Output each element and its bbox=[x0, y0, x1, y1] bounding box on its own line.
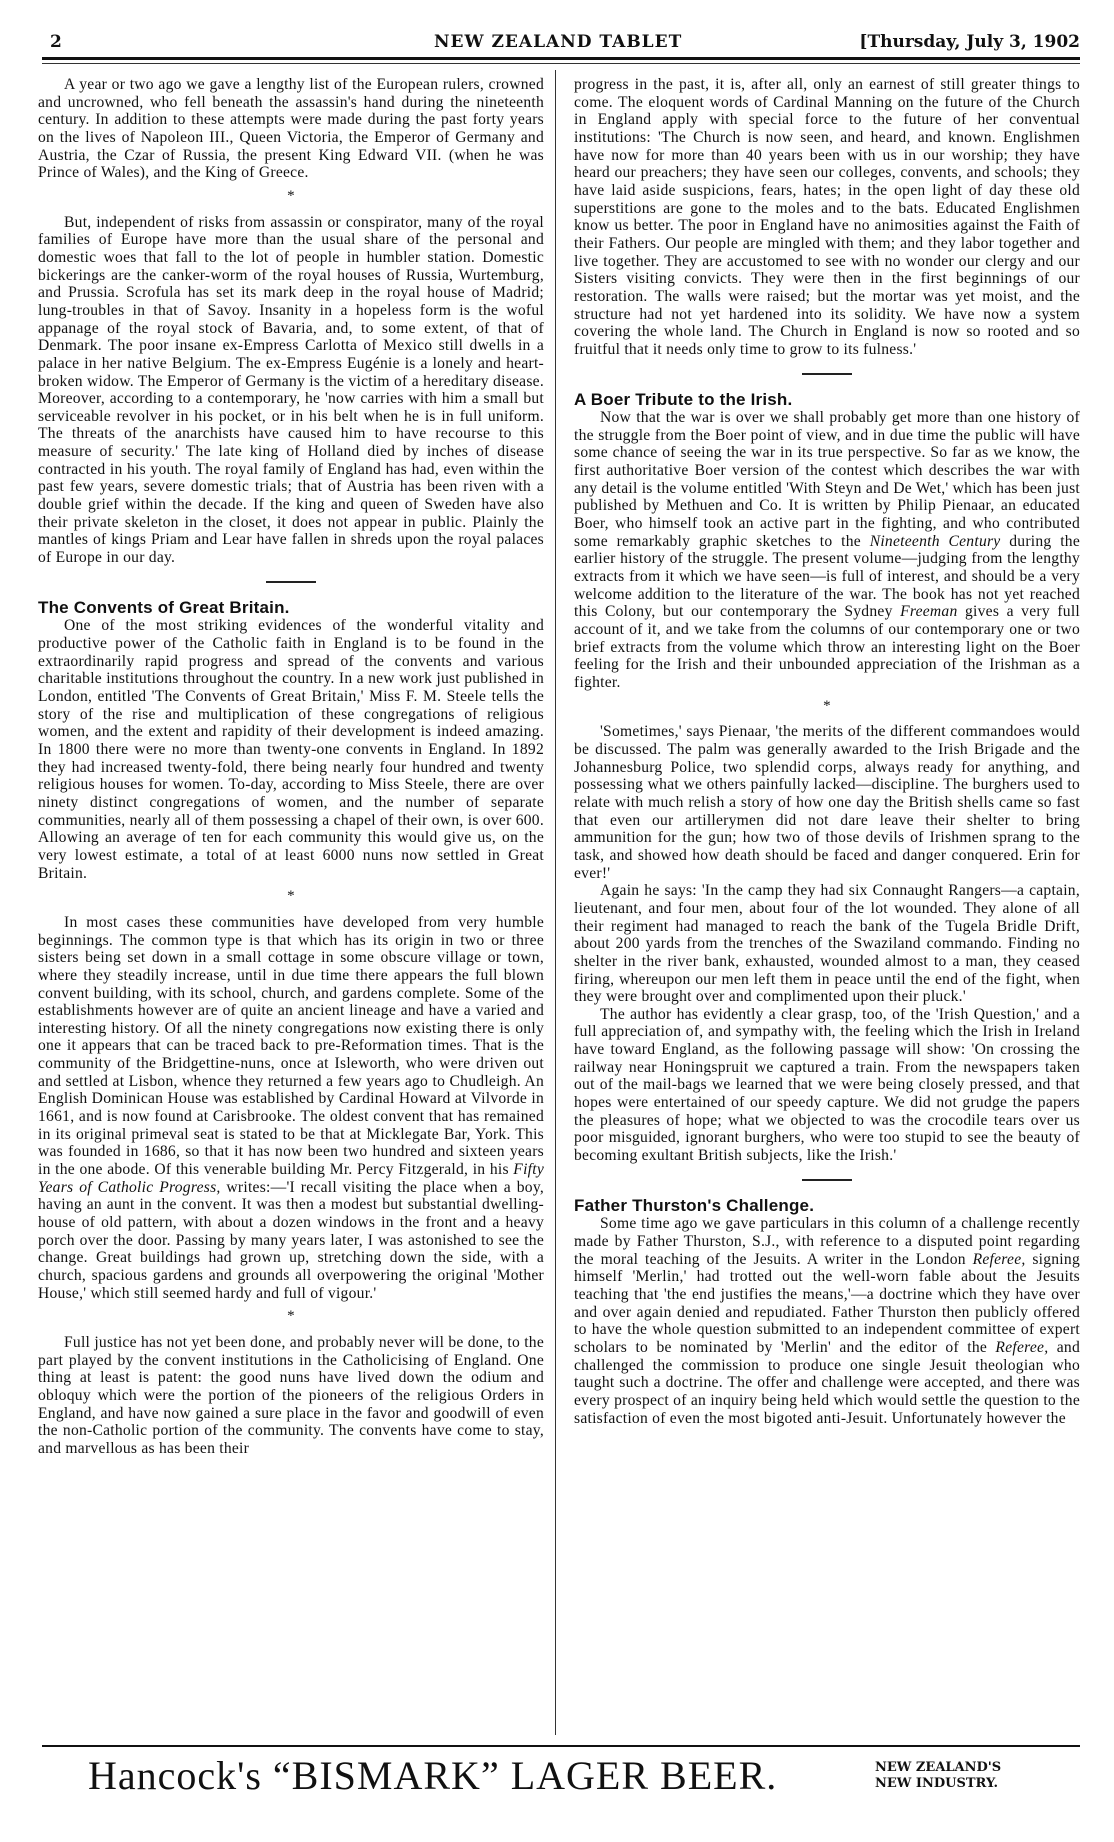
section-asterisk: * bbox=[823, 697, 831, 714]
publication-title: Nineteenth Century bbox=[869, 532, 1001, 550]
publication-title: Referee, bbox=[995, 1338, 1049, 1356]
article-paragraph bbox=[574, 409, 1080, 692]
publication-title: Freeman bbox=[900, 603, 958, 621]
page-number: 2 bbox=[50, 32, 62, 52]
article-paragraph: Full justice has not yet been done, and probably never will be done, to the part played by the convent institutions in the Catholicising of England. One thing at least is patent: the good nuns have lived down the odium and obloquy which were the portion of the pioneers of the religious Orders in England, and have now gained a sure place in the favor and goodwill of even the non-Catholic portion of the community. The convents have come to stay, and marvellous as has been their bbox=[38, 1333, 544, 1457]
footer-rule bbox=[42, 1745, 1080, 1747]
text-run: gives a very full account of it, and we take from the columns of our contemporary one or two brief extracts from the volume which throw an interesting light on the Boer feeling for the Irish and their unbounded appreciation of the Irishman as a fighter. bbox=[574, 603, 1080, 691]
advertisement-tagline bbox=[875, 1760, 1001, 1792]
text-run: Some time ago we gave particulars in this column of a challenge recently made by Father Thurston, S.J., with reference to a disputed point regarding the moral teaching of the Jesuits. A writer in the London bbox=[574, 1215, 1080, 1268]
column-divider bbox=[555, 70, 556, 1735]
book-title: Fifty Years of Catholic Progress, bbox=[38, 1161, 544, 1196]
article-paragraph: 'Sometimes,' says Pienaar, 'the merits of the different commandoes would be discussed. The palm was generally awarded to the Irish Brigade and the Johannesburg Police, two splendid corps, always ready for anything, and possessing what we others painfully lacked—discipline. The burghers used to relate with much relish a story of how one day the British shells came so fast that even our artillerymen did not dare leave their shelter to bring ammunition for the gun; how two of those devils of Irishmen sprang to the task, and showed how death should be faced and danger conquered. Erin for ever!' bbox=[574, 723, 1080, 882]
text-run: during the earlier history of the struggle. The present volume—judging from the lengthy extracts from it which we have seen—is full of interest, and should be a very welcome addition to the literature of the war. The book has not yet reached this Colony, but our contemporary the Sydney bbox=[574, 532, 1080, 621]
section-asterisk: * bbox=[287, 1308, 295, 1325]
article-paragraph: progress in the past, it is, after all, only an earnest of still greater things to come. The eloquent words of Cardinal Manning on the future of the Church in England apply with special force to the future of her conventual institutions: 'The Church is now seen, and heard, and known. Englishmen have now for more than 40 years been with us in our worship; they have heard our preachers; they have seen our colleges, convents, and schools; they have laid aside suspicions, fears, hates; in the open light of day these old superstitions are gone to the moles and to the bats. Educated Englishmen know us better. The poor in England have no animosities against the Faith of their Fathers. Our people are mingled with them; and they labor together and live together. They are accustomed to see with no wonder our clergy and our Sisters visiting convicts. They were then in the first beginnings of our restoration. The walls were raised; but the mortar was yet moist, and the structure had not yet hardened into its solidity. We have now a system covering the whole land. The Church in England is now so rooted and so fruitful that it needs only time to grow to its fulness.' bbox=[574, 76, 1080, 358]
article-paragraph: One of the most striking evidences of the wonderful vitality and productive power of the Catholic faith in England is to be found in the extraordinarily rapid progress and spread of the convents and various charitable institutions throughout the country. In a new work just published in London, entitled 'The Convents of Great Britain,' Miss F. M. Steele tells the story of the rise and multiplication of these congregations of religious women, and the extent and rapidity of their development is indeed amazing. In 1800 there were no more than twenty-one convents in England. In 1892 they had increased twenty-fold, there being nearly four hundred and twenty religious houses for women. To-day, according to Miss Steele, there are over ninety distinct congregations of women, and the number of separate communities, nearly all of them possessing a chapel of their own, is over 600. Allowing an average of ten for each community this would give us, on the very lowest estimate, a total of at least 6000 nuns now settled in Great Britain. bbox=[38, 617, 544, 882]
text-run: writes:—'I recall visiting the place when a boy, having an aunt in the convent. It was then a modest but substantial dwelling-house of old pattern, with about a dozen windows in the front and a heavy porch over the door. Passing by many years later, I was astonished to see the change. Great buildings had grown up, stretching down the side, with a church, spacious gardens and grounds all overpowering the original 'Mother House,' which still seemed hardy and full of vigour.' bbox=[38, 1178, 545, 1302]
header-rule bbox=[42, 57, 1080, 60]
tagline-line: NEW ZEALAND'S bbox=[875, 1760, 1002, 1775]
article-paragraph: Again he says: 'In the camp they had six Connaught Rangers—a captain, lieutenant, and four men, about four of the lot wounded. They alone of all their regiment had managed to reach the bank of the Tugela Bridle Drift, about 200 yards from the trenches of the Swaziland commando. Finding no shelter in the river bank, exhausted, wounded almost to a man, they ceased firing, whereupon our men left them in peace until the end of the fight, when they were brought over and complimented upon their pluck.' bbox=[574, 882, 1080, 1006]
article-separator bbox=[802, 373, 852, 375]
article-heading: The Convents of Great Britain. bbox=[38, 597, 290, 617]
advertisement-banner: Hancock's “BISMARK” LAGER BEER. bbox=[88, 1753, 778, 1798]
section-asterisk: * bbox=[287, 187, 295, 204]
header-rule-thin bbox=[42, 63, 1080, 64]
text-run: In most cases these communities have developed from very humble beginnings. The common type is that which has its origin in two or three sisters being set down in a small cottage in some obscure village or town, where they steadily increase, until in due time there appears the full blown convent building, with its school, church, and gardens complete. Some of the establishments however are of quite an ancient lineage and have a varied and interesting history. Of all the ninety congregations now existing there is only one it appears that can be traced back to pre-Reformation times. That is the community of the Bridgettine-nuns, once at Isleworth, who were driven out and settled at Lisbon, whence they returned a few years ago to Chudleigh. An English Dominican House was established by Cardinal Howard at Vilvorde in 1661, and is now found at Carisbrooke. The oldest convent that has remained in its original primeval seat is stated to be that at Micklegate Bar, York. This was founded in 1686, so that it has now been two hundred and sixteen years in the one abode. Of this venerable building Mr. Percy Fitzgerald, in his bbox=[38, 913, 544, 1179]
issue-date: [Thursday, July 3, 1902 bbox=[859, 32, 1080, 52]
article-paragraph bbox=[38, 914, 544, 1302]
article-paragraph: But, independent of risks from assassin or conspirator, many of the royal families of Europe have more than the usual share of the personal and domestic woes that fall to the lot of people in humbler station. Domestic bickerings are the canker-worm of the royal houses of Russia, Wurtemburg, and Prussia. Scrofula has set its mark deep in the royal house of Madrid; lung-troubles in that of Savoy. Insanity in a hopeless form is the woful appanage of the royal stock of Bavaria, and, to some extent, of that of Denmark. The poor insane ex-Empress Carlotta of Mexico still dwells in a palace in her native Belgium. The ex-Empress Eugénie is a lonely and heart-broken widow. The Emperor of Germany is the victim of a hereditary disease. Moreover, according to a contemporary, he 'now carries with him a small but serviceable revolver in his pocket, or in his belt when he is in full uniform. The threats of the anarchists have caused him to have recourse to this measure of security.' The late king of Holland died by inches of disease contracted in his youth. The royal family of England has had, even within the past few years, severe domestic trials; that of Austria has been riven with a double grief within the decade. If the king and queen of Sweden have also their private skeleton in the closet, it does not appear in public. Plainly the mantles of kings Priam and Lear have fallen in shreds upon the royal palaces of Europe in our day. bbox=[38, 213, 544, 567]
left-column bbox=[38, 76, 544, 1458]
tagline-line: NEW INDUSTRY. bbox=[875, 1776, 999, 1791]
article-separator bbox=[266, 581, 316, 583]
article-heading: Father Thurston's Challenge. bbox=[574, 1195, 815, 1215]
right-column bbox=[574, 76, 1080, 1427]
page-header bbox=[42, 30, 1080, 56]
article-separator bbox=[802, 1179, 852, 1181]
publication-title: Referee, bbox=[972, 1250, 1026, 1268]
article-paragraph bbox=[574, 1215, 1080, 1427]
text-run: signing himself 'Merlin,' had trotted out the well-worn fable about the Jesuits teaching that 'the end justifies the means,'—a doctrine which they have over and over again denied and repudiated. Father Thurston then publicly offered to have the whole question submitted to an independent committee of expert scholars to be nominated by 'Merlin' and the editor of the bbox=[574, 1250, 1080, 1356]
article-paragraph: A year or two ago we gave a lengthy list of the European rulers, crowned and uncrowned, who fell beneath the assassin's hand during the nineteenth century. In addition to these attempts were made during the past forty years on the lives of Napoleon III., Queen Victoria, the Emperor of Germany and Austria, the Czar of Russia, the present King Edward VII. (when he was Prince of Wales), and the King of Greece. bbox=[38, 76, 544, 182]
newspaper-title: NEW ZEALAND TABLET bbox=[434, 32, 683, 52]
section-asterisk: * bbox=[287, 888, 295, 905]
text-run: Now that the war is over we shall probably get more than one history of the struggle from the Boer point of view, and in due time the public will have some chance of seeing the war in its true perspective. So far as we know, the first authoritative Boer version of the contest which describes the war with any detail is the volume entitled 'With Steyn and De Wet,' which has been just published by Methuen and Co. It is written by Philip Pienaar, an educated Boer, who himself took an active part in the fighting, and who contributed some remarkably graphic sketches to the bbox=[574, 409, 1080, 550]
text-run: and challenged the commission to produce one single Jesuit theologian who taught such a doctrine. The offer and challenge were accepted, and there was every prospect of an inquiry being held which would settle the question to the satisfaction of even the most bigoted anti-Jesuit. Unfortunately however the bbox=[574, 1338, 1080, 1427]
article-paragraph: The author has evidently a clear grasp, too, of the 'Irish Question,' and a full appreciation of, and sympathy with, the feeling which the Irish in Ireland have toward England, as the following passage will show: 'On crossing the railway near Honingspruit we captured a train. From the newspapers taken out of the mail-bags we learned that we were being closely pressed, and that hopes were entertained of our speedy capture. We did not grudge the papers the pleasures of hope; what we objected to was the crocodile tears over us poor misguided, ignorant burghers, who were too stupid to see the beauty of becoming exultant British subjects, like the Irish.' bbox=[574, 1005, 1080, 1165]
article-heading: A Boer Tribute to the Irish. bbox=[574, 389, 793, 409]
